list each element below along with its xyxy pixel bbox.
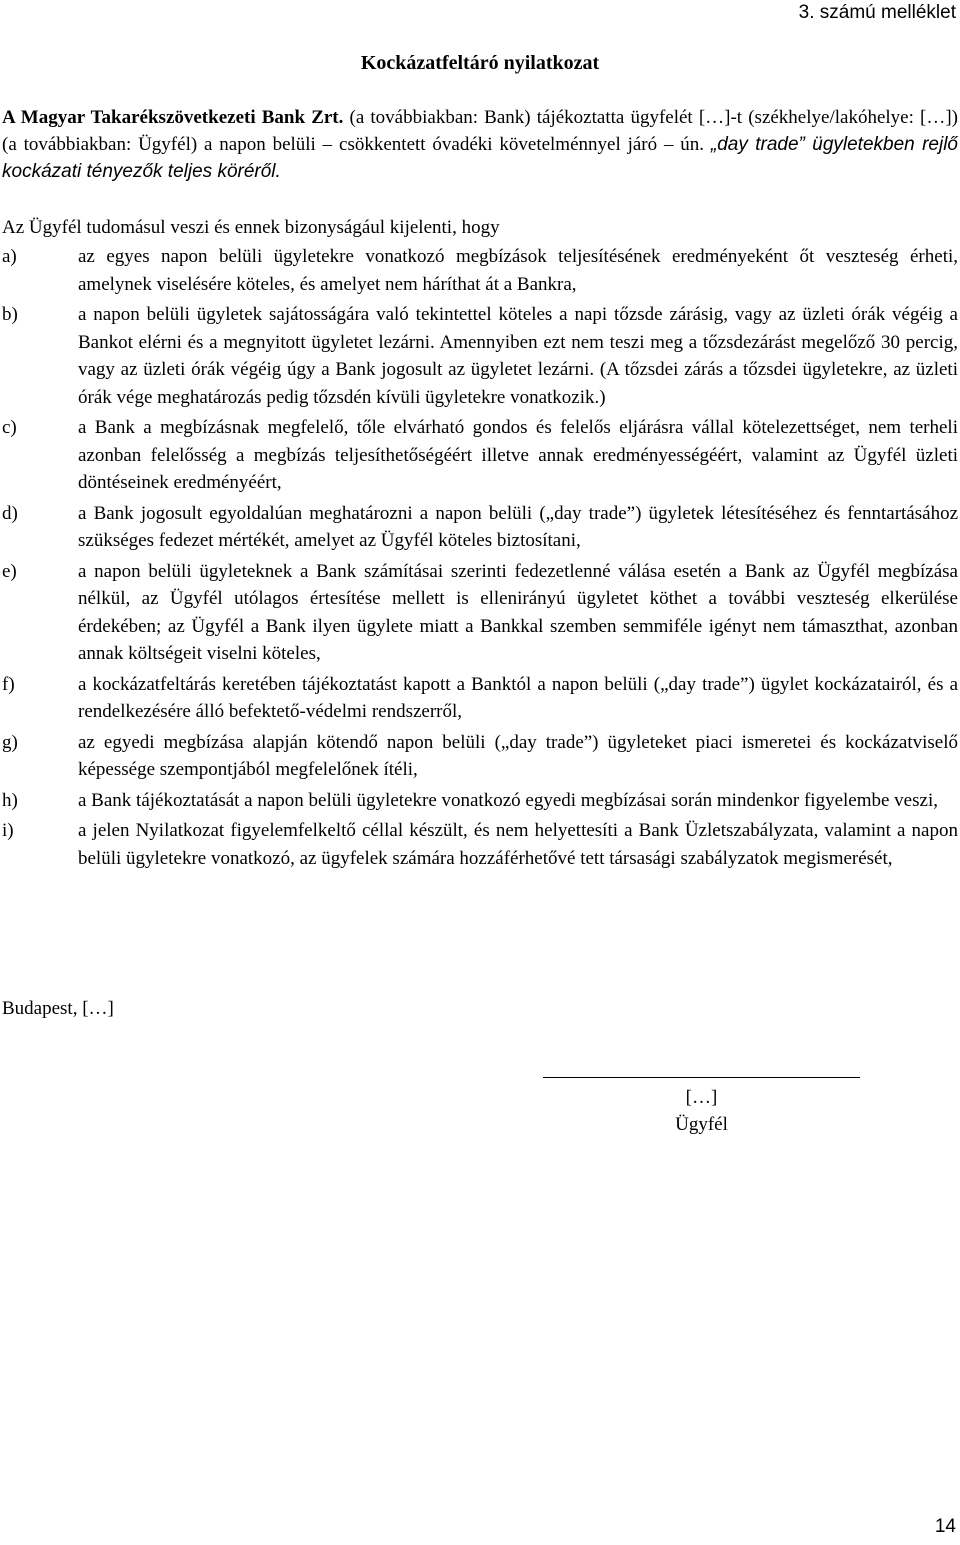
list-item — [2, 414, 958, 497]
signature-role: Ügyfél — [675, 1114, 728, 1135]
page-number: 14 — [934, 1516, 956, 1537]
item-letter: b) — [2, 304, 18, 325]
declaration-list — [2, 243, 958, 875]
item-letter: h) — [2, 789, 18, 811]
intro-text-1: (a továbbiakban: Bank) tájékoztatta ügyfelét […]-t (székhelye/lakóhelye: […]) (a továbbiakban: Ügyfél) a napon belüli – csökkentett óvadéki követelménnyel járó – ún. — [2, 107, 958, 155]
list-item — [2, 301, 958, 411]
item-text: a napon belüli ügyletek sajátosságára való tekintettel köteles a napi tőzsde zárásig, vagy az üzleti órák végéig a Bankot elérni és a megnyitott ügyletet lezárni. Amennyiben ezt nem teszi meg a tőzsdezárást megelőző 30 percig, vagy az üzleti órák végéig úgy a Bank jogosult az ügyletet lezárni. (A tőzsdei zárás a tőzsdei ügyletekre, az üzleti órák vége meghatározás pedig tőzsdén kívüli ügyletekre vonatkozik.) — [78, 304, 958, 408]
annex-label: 3. számú melléklet — [798, 2, 956, 23]
item-letter: a) — [2, 246, 17, 267]
signature-block — [543, 1084, 860, 1138]
item-letter: c) — [2, 417, 17, 438]
item-text: a jelen Nyilatkozat figyelemfelkeltő céllal készült, és nem helyettesíti a Bank Üzletszabályzata, valamint a napon belüli ügyletekre vonatkozó, az ügyfelek számára hozzáférhetővé tett társasági szabályzatok megismerését, — [78, 820, 958, 869]
list-item — [2, 671, 958, 726]
list-item — [2, 500, 958, 555]
item-letter: f) — [2, 673, 15, 695]
list-item — [2, 817, 958, 872]
bank-name: A Magyar Takarékszövetkezeti Bank Zrt. — [2, 107, 344, 128]
intro-text-2: „day trade” ügyletekben rejlő kockázati tényezők teljes köréről. — [2, 134, 958, 182]
place-date: Budapest, […] — [2, 998, 114, 1019]
item-text: a Bank tájékoztatását a napon belüli ügyletekre vonatkozó egyedi megbízásai során mindenkor figyelembe veszi, — [78, 789, 938, 811]
item-text: a kockázatfeltárás keretében tájékoztatást kapott a Banktól a napon belüli („day trade”) ügylet kockázatairól, és a rendelkezésére álló befektető-védelmi rendszerről, — [78, 673, 958, 722]
item-letter: i) — [2, 820, 14, 841]
item-text: a Bank a megbízásnak megfelelő, tőle elvárható gondos és felelős eljárásra vállal kötelezettséget, nem terheli azonban felelősség a megbízás teljesíthetőségéért illetve annak eredményességéért, valamint az Ügyfél üzleti döntéseinek eredményéért, — [78, 417, 958, 493]
list-item — [2, 558, 958, 668]
list-item — [2, 243, 958, 298]
intro-paragraph — [2, 104, 958, 185]
list-item — [2, 787, 958, 815]
signature-line — [543, 1077, 860, 1078]
document-title: Kockázatfeltáró nyilatkozat — [360, 52, 600, 74]
item-text: a napon belüli ügyleteknek a Bank számításai szerinti fedezetlenné válása esetén a Bank az Ügyfél megbízása nélkül, az Ügyfél utólagos értesítése mellett is ellenirányú ügyletet köthet a további veszteség elkerülése érdekében; az Ügyfél a Bank ilyen ügylete miatt a Bankkal szemben semmiféle igényt nem támaszthat, azonban annak költségeit viselni köteles, — [78, 560, 958, 664]
item-letter: g) — [2, 731, 18, 753]
item-text: a Bank jogosult egyoldalúan meghatározni a napon belüli („day trade”) ügyletek létesítéséhez és fenntartásához szükséges fedezet mértékét, amelyet az Ügyfél köteles biztosítani, — [78, 502, 958, 551]
item-letter: d) — [2, 502, 18, 524]
statement-text: Az Ügyfél tudomásul veszi és ennek bizonyságául kijelenti, hogy — [2, 217, 500, 238]
item-text: az egyes napon belüli ügyletekre vonatkozó megbízások teljesítésének eredményeként őt veszteség érheti, amelynek viselésére köteles, és amelyet nem háríthat át a Bankra, — [78, 246, 958, 295]
item-text: az egyedi megbízása alapján kötendő napon belüli („day trade”) ügyleteket piaci ismeretei és kockázatviselő képessége szempontjából megfelelőnek ítéli, — [78, 731, 958, 780]
signature-name: […] — [685, 1087, 718, 1108]
item-letter: e) — [2, 560, 17, 582]
list-item — [2, 729, 958, 784]
